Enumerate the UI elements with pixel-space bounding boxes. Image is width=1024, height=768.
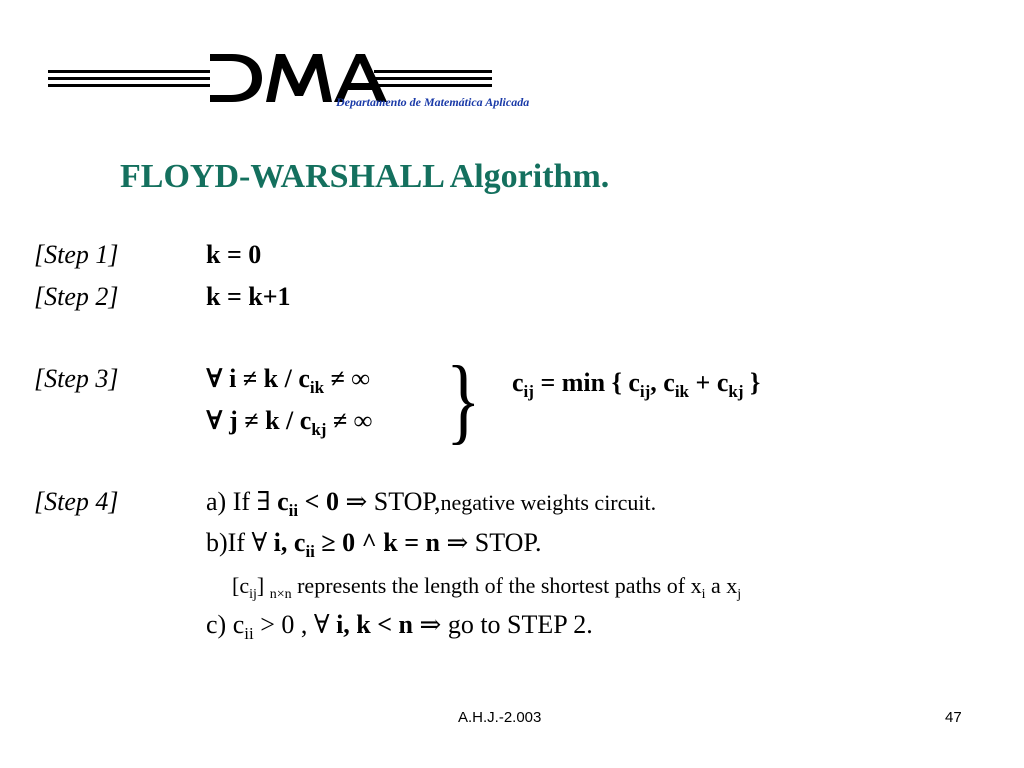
- footer-author: A.H.J.-2.003: [458, 709, 542, 726]
- page-number: 47: [945, 709, 962, 726]
- step3-condition-j: ∀ $j \ne k / c_{kj}$ ≠ ∞: [206, 406, 373, 439]
- right-brace: }: [446, 346, 481, 453]
- step1-label: [Step 1]: [34, 240, 119, 269]
- department-name: Departamento de Matemática Aplicada: [336, 95, 530, 109]
- step1-text: k = 0: [206, 240, 262, 269]
- logo-lines-right: [374, 70, 492, 87]
- step2-label: [Step 2]: [34, 282, 119, 311]
- step4-b: b)If ∀ i, $c_{ii} \ge 0$ ^ k = n ⇒ STOP.: [206, 528, 542, 561]
- slide-title: FLOYD-WARSHALL Algorithm.: [120, 158, 610, 195]
- step3-formula: $c_{ij} = \min$ { $c_{ij}$, $c_{ik} + c_{kj}$ }: [512, 368, 761, 401]
- step4-remark: $[c_{ij}]$ $_{n\times n}$ represents the length of the shortest paths of $x_i$ a $x_j$: [232, 573, 742, 602]
- step4-c: c) $c_{ii} > 0$ , ∀ i, k < n ⇒ go to STEP 2.: [206, 610, 593, 643]
- step2-text: k = k+1: [206, 282, 291, 311]
- step4-a: a) If ∃ $c_{ii} < 0$ ⇒ STOP,negative weights circuit.: [206, 487, 657, 520]
- logo-lines-left: [48, 70, 210, 87]
- step4-label: [Step 4]: [34, 487, 119, 516]
- step3-condition-i: ∀ $i \ne k / c_{ik}$ ≠ ∞: [206, 364, 370, 397]
- step3-label: [Step 3]: [34, 364, 119, 393]
